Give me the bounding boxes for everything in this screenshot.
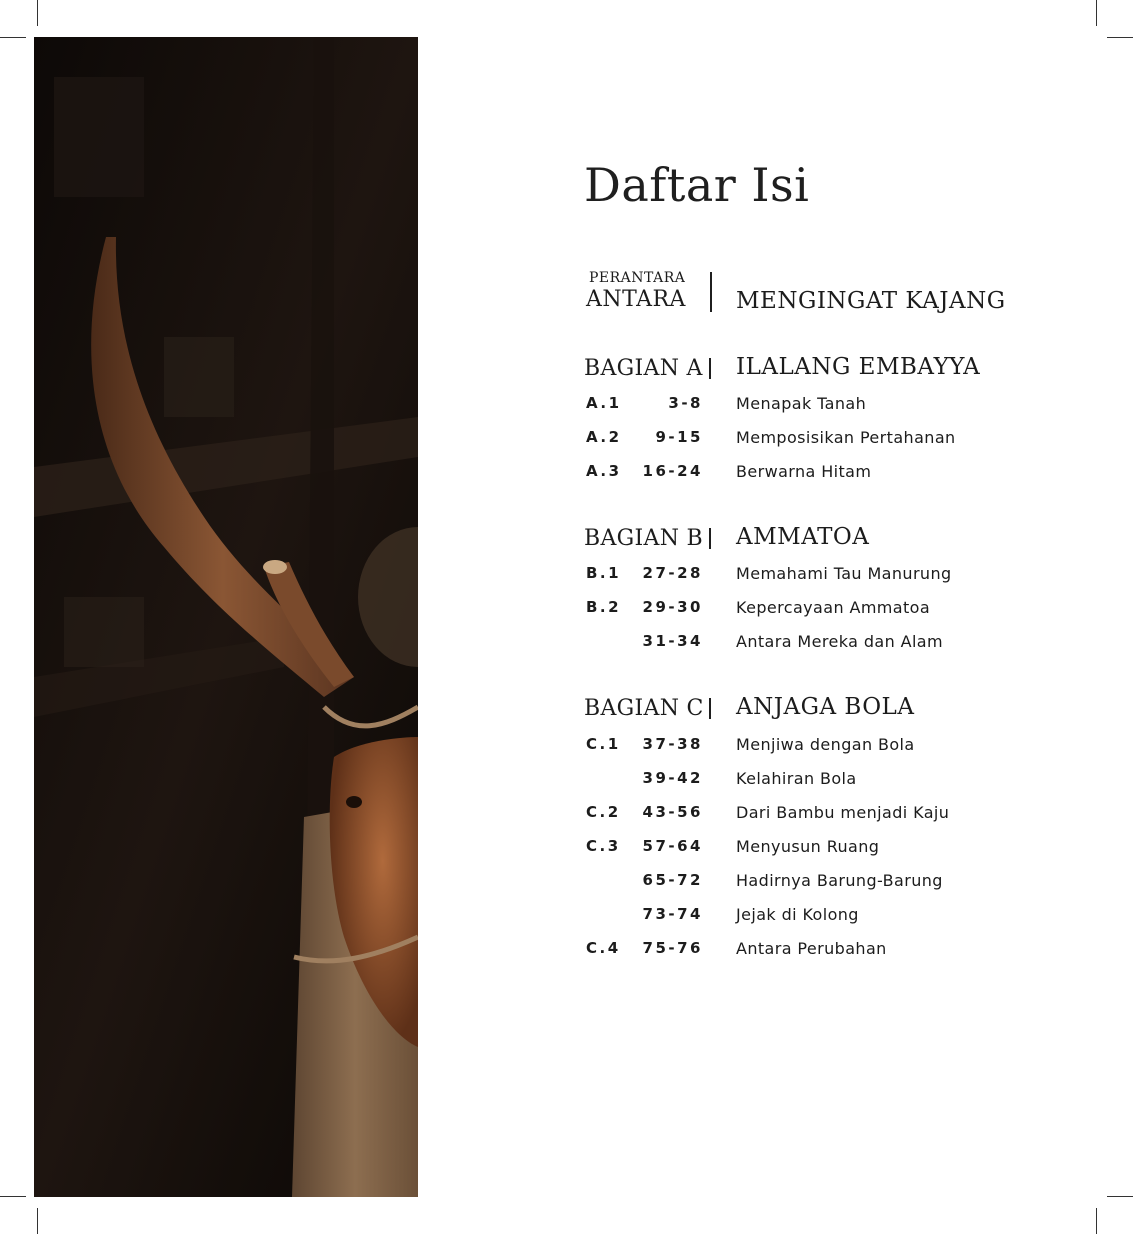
entry-pages: 16-24 bbox=[642, 462, 703, 480]
entry-pages: 39-42 bbox=[642, 769, 703, 787]
crop-mark-bottom-left-h bbox=[0, 1196, 26, 1197]
entry-name: Menyusun Ruang bbox=[736, 837, 880, 856]
entry-name: Antara Mereka dan Alam bbox=[736, 632, 943, 651]
entry-code: C.3 bbox=[586, 837, 621, 855]
page-title: Daftar Isi bbox=[584, 158, 810, 212]
section-b-label: BAGIAN B bbox=[584, 526, 704, 551]
toc-entry[interactable] bbox=[584, 837, 1044, 859]
crop-mark-bottom-right-h bbox=[1107, 1196, 1133, 1197]
entry-pages: 37-38 bbox=[642, 735, 703, 753]
entry-code: B.2 bbox=[586, 598, 622, 616]
section-a-label: BAGIAN A bbox=[584, 356, 703, 381]
entry-pages: 75-76 bbox=[642, 939, 703, 957]
entry-code: C.1 bbox=[586, 735, 621, 753]
crop-mark-top-right-h bbox=[1107, 37, 1133, 38]
crop-mark-top-left-v bbox=[37, 0, 38, 26]
horn-photo-illustration bbox=[34, 37, 418, 1197]
entry-pages: 57-64 bbox=[642, 837, 703, 855]
crop-mark-bottom-left-v bbox=[37, 1208, 38, 1234]
section-b-divider bbox=[709, 528, 711, 549]
entry-pages: 73-74 bbox=[642, 905, 703, 923]
entry-name: Menjiwa dengan Bola bbox=[736, 735, 915, 754]
entry-name: Dari Bambu menjadi Kaju bbox=[736, 803, 950, 822]
toc-entry[interactable] bbox=[584, 871, 1044, 893]
intro-title: MENGINGAT KAJANG bbox=[736, 288, 1006, 314]
toc-entry[interactable] bbox=[584, 769, 1044, 791]
toc-entry[interactable] bbox=[584, 564, 1044, 586]
entry-name: Berwarna Hitam bbox=[736, 462, 872, 481]
section-b-title: AMMATOA bbox=[736, 524, 870, 550]
entry-name: Kepercayaan Ammatoa bbox=[736, 598, 931, 617]
entry-pages: 65-72 bbox=[642, 871, 703, 889]
horn-photo bbox=[34, 37, 418, 1197]
toc-entry[interactable] bbox=[584, 803, 1044, 825]
entry-code: A.1 bbox=[586, 394, 622, 412]
entry-name: Memposisikan Pertahanan bbox=[736, 428, 956, 447]
entry-pages: 9-15 bbox=[655, 428, 703, 446]
section-a-divider bbox=[709, 358, 711, 379]
entry-name: Antara Perubahan bbox=[736, 939, 887, 958]
entry-name: Jejak di Kolong bbox=[736, 905, 859, 924]
toc-entry[interactable] bbox=[584, 598, 1044, 620]
entry-code: C.4 bbox=[586, 939, 621, 957]
entry-pages: 29-30 bbox=[642, 598, 703, 616]
crop-mark-bottom-right-v bbox=[1096, 1208, 1097, 1234]
section-c-label: BAGIAN C bbox=[584, 696, 704, 721]
toc-entry[interactable] bbox=[584, 735, 1044, 757]
crop-mark-top-right-v bbox=[1096, 0, 1097, 26]
entry-name: Hadirnya Barung-Barung bbox=[736, 871, 943, 890]
entry-name: Memahami Tau Manurung bbox=[736, 564, 952, 583]
entry-code: C.2 bbox=[586, 803, 621, 821]
entry-code: B.1 bbox=[586, 564, 622, 582]
section-c-divider bbox=[709, 698, 711, 719]
crop-mark-top-left-h bbox=[0, 37, 26, 38]
entry-code: A.3 bbox=[586, 462, 622, 480]
entry-pages: 43-56 bbox=[642, 803, 703, 821]
entry-pages: 27-28 bbox=[642, 564, 703, 582]
intro-label: ANTARA bbox=[586, 287, 686, 312]
section-c-title: ANJAGA BOLA bbox=[736, 694, 915, 720]
entry-name: Menapak Tanah bbox=[736, 394, 867, 413]
intro-small-label: PERANTARA bbox=[589, 270, 686, 286]
toc-entry[interactable] bbox=[584, 428, 1044, 450]
toc-entry[interactable] bbox=[584, 462, 1044, 484]
toc-entry[interactable] bbox=[584, 905, 1044, 927]
toc-entry[interactable] bbox=[584, 939, 1044, 961]
section-a-title: ILALANG EMBAYYA bbox=[736, 354, 981, 380]
toc-entry[interactable] bbox=[584, 632, 1044, 654]
intro-divider bbox=[710, 272, 712, 312]
entry-pages: 31-34 bbox=[642, 632, 703, 650]
entry-code: A.2 bbox=[586, 428, 622, 446]
entry-name: Kelahiran Bola bbox=[736, 769, 857, 788]
toc-entry[interactable] bbox=[584, 394, 1044, 416]
entry-pages: 3-8 bbox=[668, 394, 703, 412]
